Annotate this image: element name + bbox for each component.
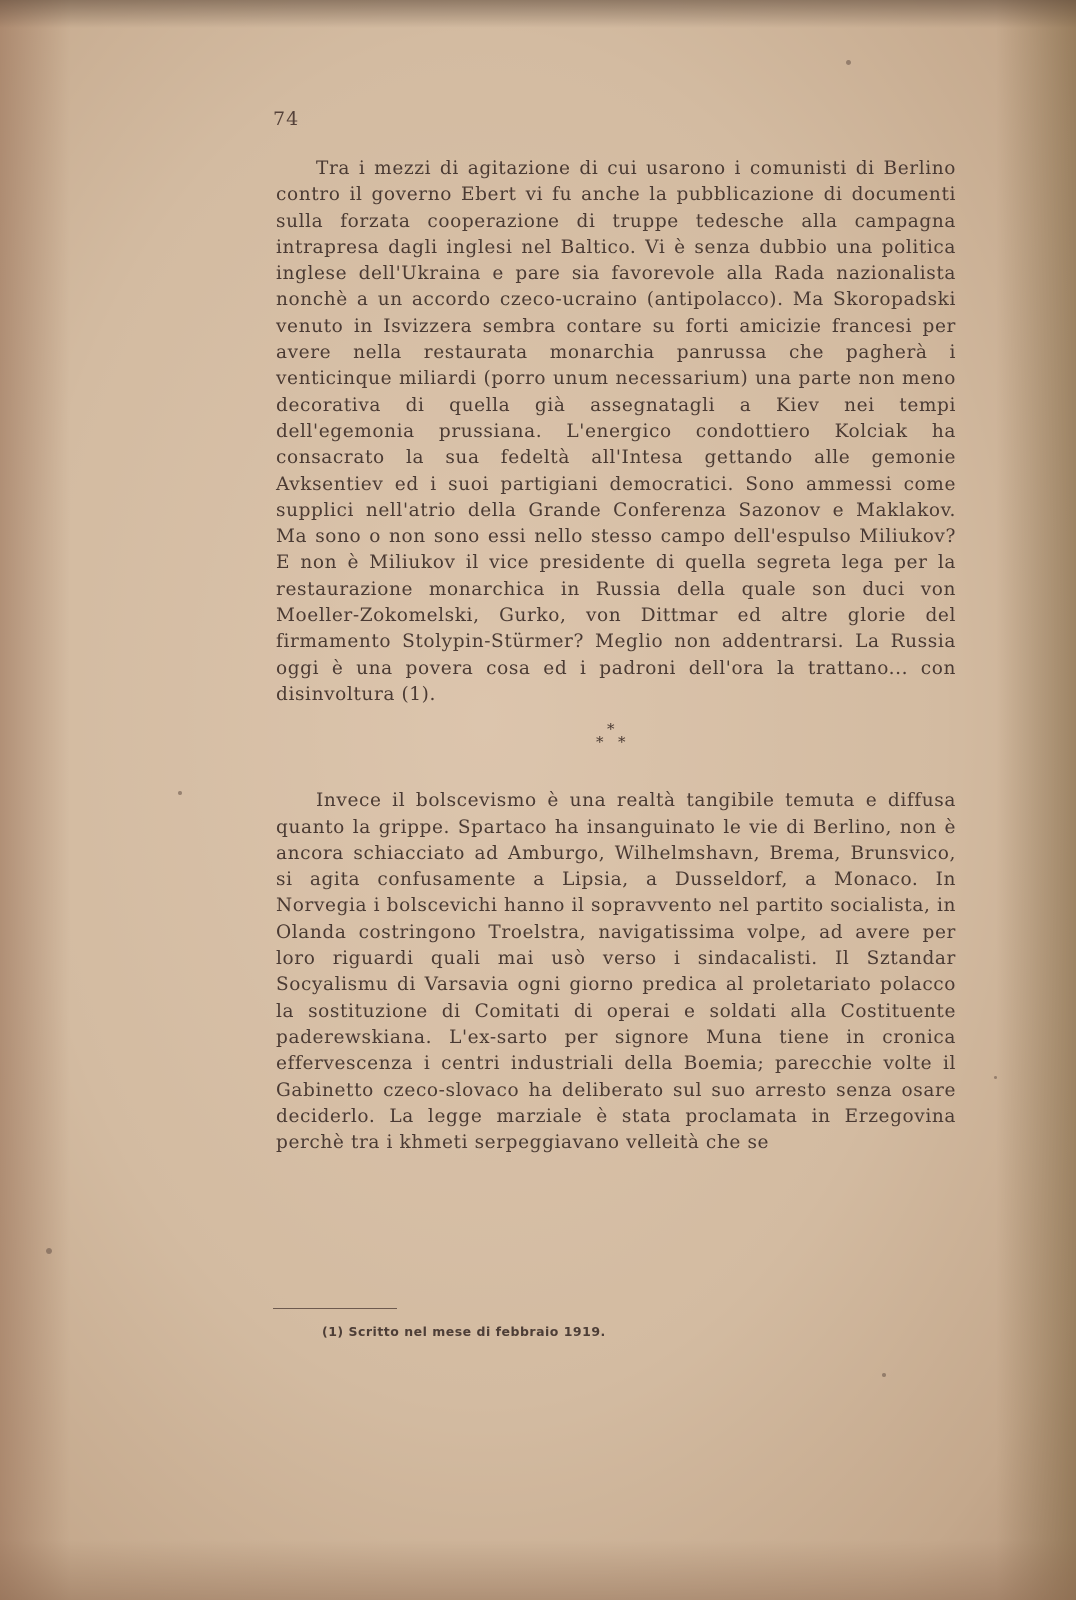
- paper-speck: [846, 60, 851, 65]
- paper-speck: [178, 791, 182, 795]
- page-edge-left: [0, 0, 70, 1600]
- paragraph-second: Invece il bolscevismo è una realtà tangibile temuta e diffusa quanto la grippe. Spartaco ha insanguinato le vie di Berlino, non è ancora schiacciato ad Amburgo, Wilhelmshavn, Brema, Brunsvico, si agita confusamente a Lipsia, a Dusseldorf, a Monaco. In Norvegia i bolscevichi hanno il sopravvento nel partito socialista, in Olanda costringono Troelstra, navigatissima volpe, ad avere per loro riguardi quali mai usò verso i sindacalisti. Il Sztandar Socyalismu di Varsavia ogni giorno predica al proletariato polacco la sostituzione di Comitati di operai e soldati alla Costituente paderewskiana. L'ex-sarto per signore Muna tiene in cronica effervescenza i centri industriali della Boemia; parecchie volte il Gabinetto czeco-slovaco ha deliberato sul suo arresto senza osare deciderlo. La legge marziale è stata proclamata in Erzegovina perchè tra i khmeti serpeggiavano velleità che se: [276, 790, 956, 1154]
- main-text: [276, 156, 956, 1156]
- page-edge-bottom: [0, 1540, 1076, 1600]
- page-number: 74: [273, 108, 300, 130]
- page-edge-right: [996, 0, 1076, 1600]
- paragraph-first: Tra i mezzi di agitazione di cui usarono i comunisti di Berlino contro il governo Ebert vi fu anche la pubblicazione di documenti sulla forzata cooperazione di truppe tedesche alla campagna intrapresa dagli inglesi nel Baltico. Vi è senza dubbio una politica inglese dell'Ukraina e pare sia favorevole alla Rada nazionalista nonchè a un accordo czeco-ucraino (antipolacco). Ma Skoropadski venuto in Isvizzera sembra contare su forti amicizie francesi per avere nella restaurata monarchia panrussa che pagherà i venticinque miliardi (porro unum necessarium) una parte non meno decorativa di quella già assegnatagli a Kiev nei tempi dell'egemonia prussiana. L'energico condottiero Kolciak ha consacrato la sua fedeltà all'Intesa gettando alle gemonie Avksentiev ed i suoi partigiani democratici. Sono ammessi come supplici nell'atrio della Grande Conferenza Sazonov e Maklakov. Ma sono o non sono essi nello stesso campo dell'espulso Miliukov? E non è Miliukov il vice presidente di quella segreta lega per la restaurazione monarchica in Russia della quale son duci von Moeller-Zokomelski, Gurko, von Dittmar ed altre glorie del firmamento Stolypin-Stürmer? Meglio non addentrarsi. La Russia oggi è una povera cosa ed i padroni dell'ora la trattano... con disinvoltura (1).: [276, 158, 956, 705]
- section-separator: [276, 708, 956, 788]
- paper-speck: [994, 1076, 997, 1079]
- footnote: (1) Scritto nel mese di febbraio 1919.: [322, 1324, 606, 1339]
- paper-speck: [882, 1373, 886, 1377]
- asterism: * * *: [596, 720, 627, 752]
- footnote-rule: [273, 1308, 397, 1309]
- paper-speck: [46, 1248, 52, 1254]
- page-edge-top: [0, 0, 1076, 28]
